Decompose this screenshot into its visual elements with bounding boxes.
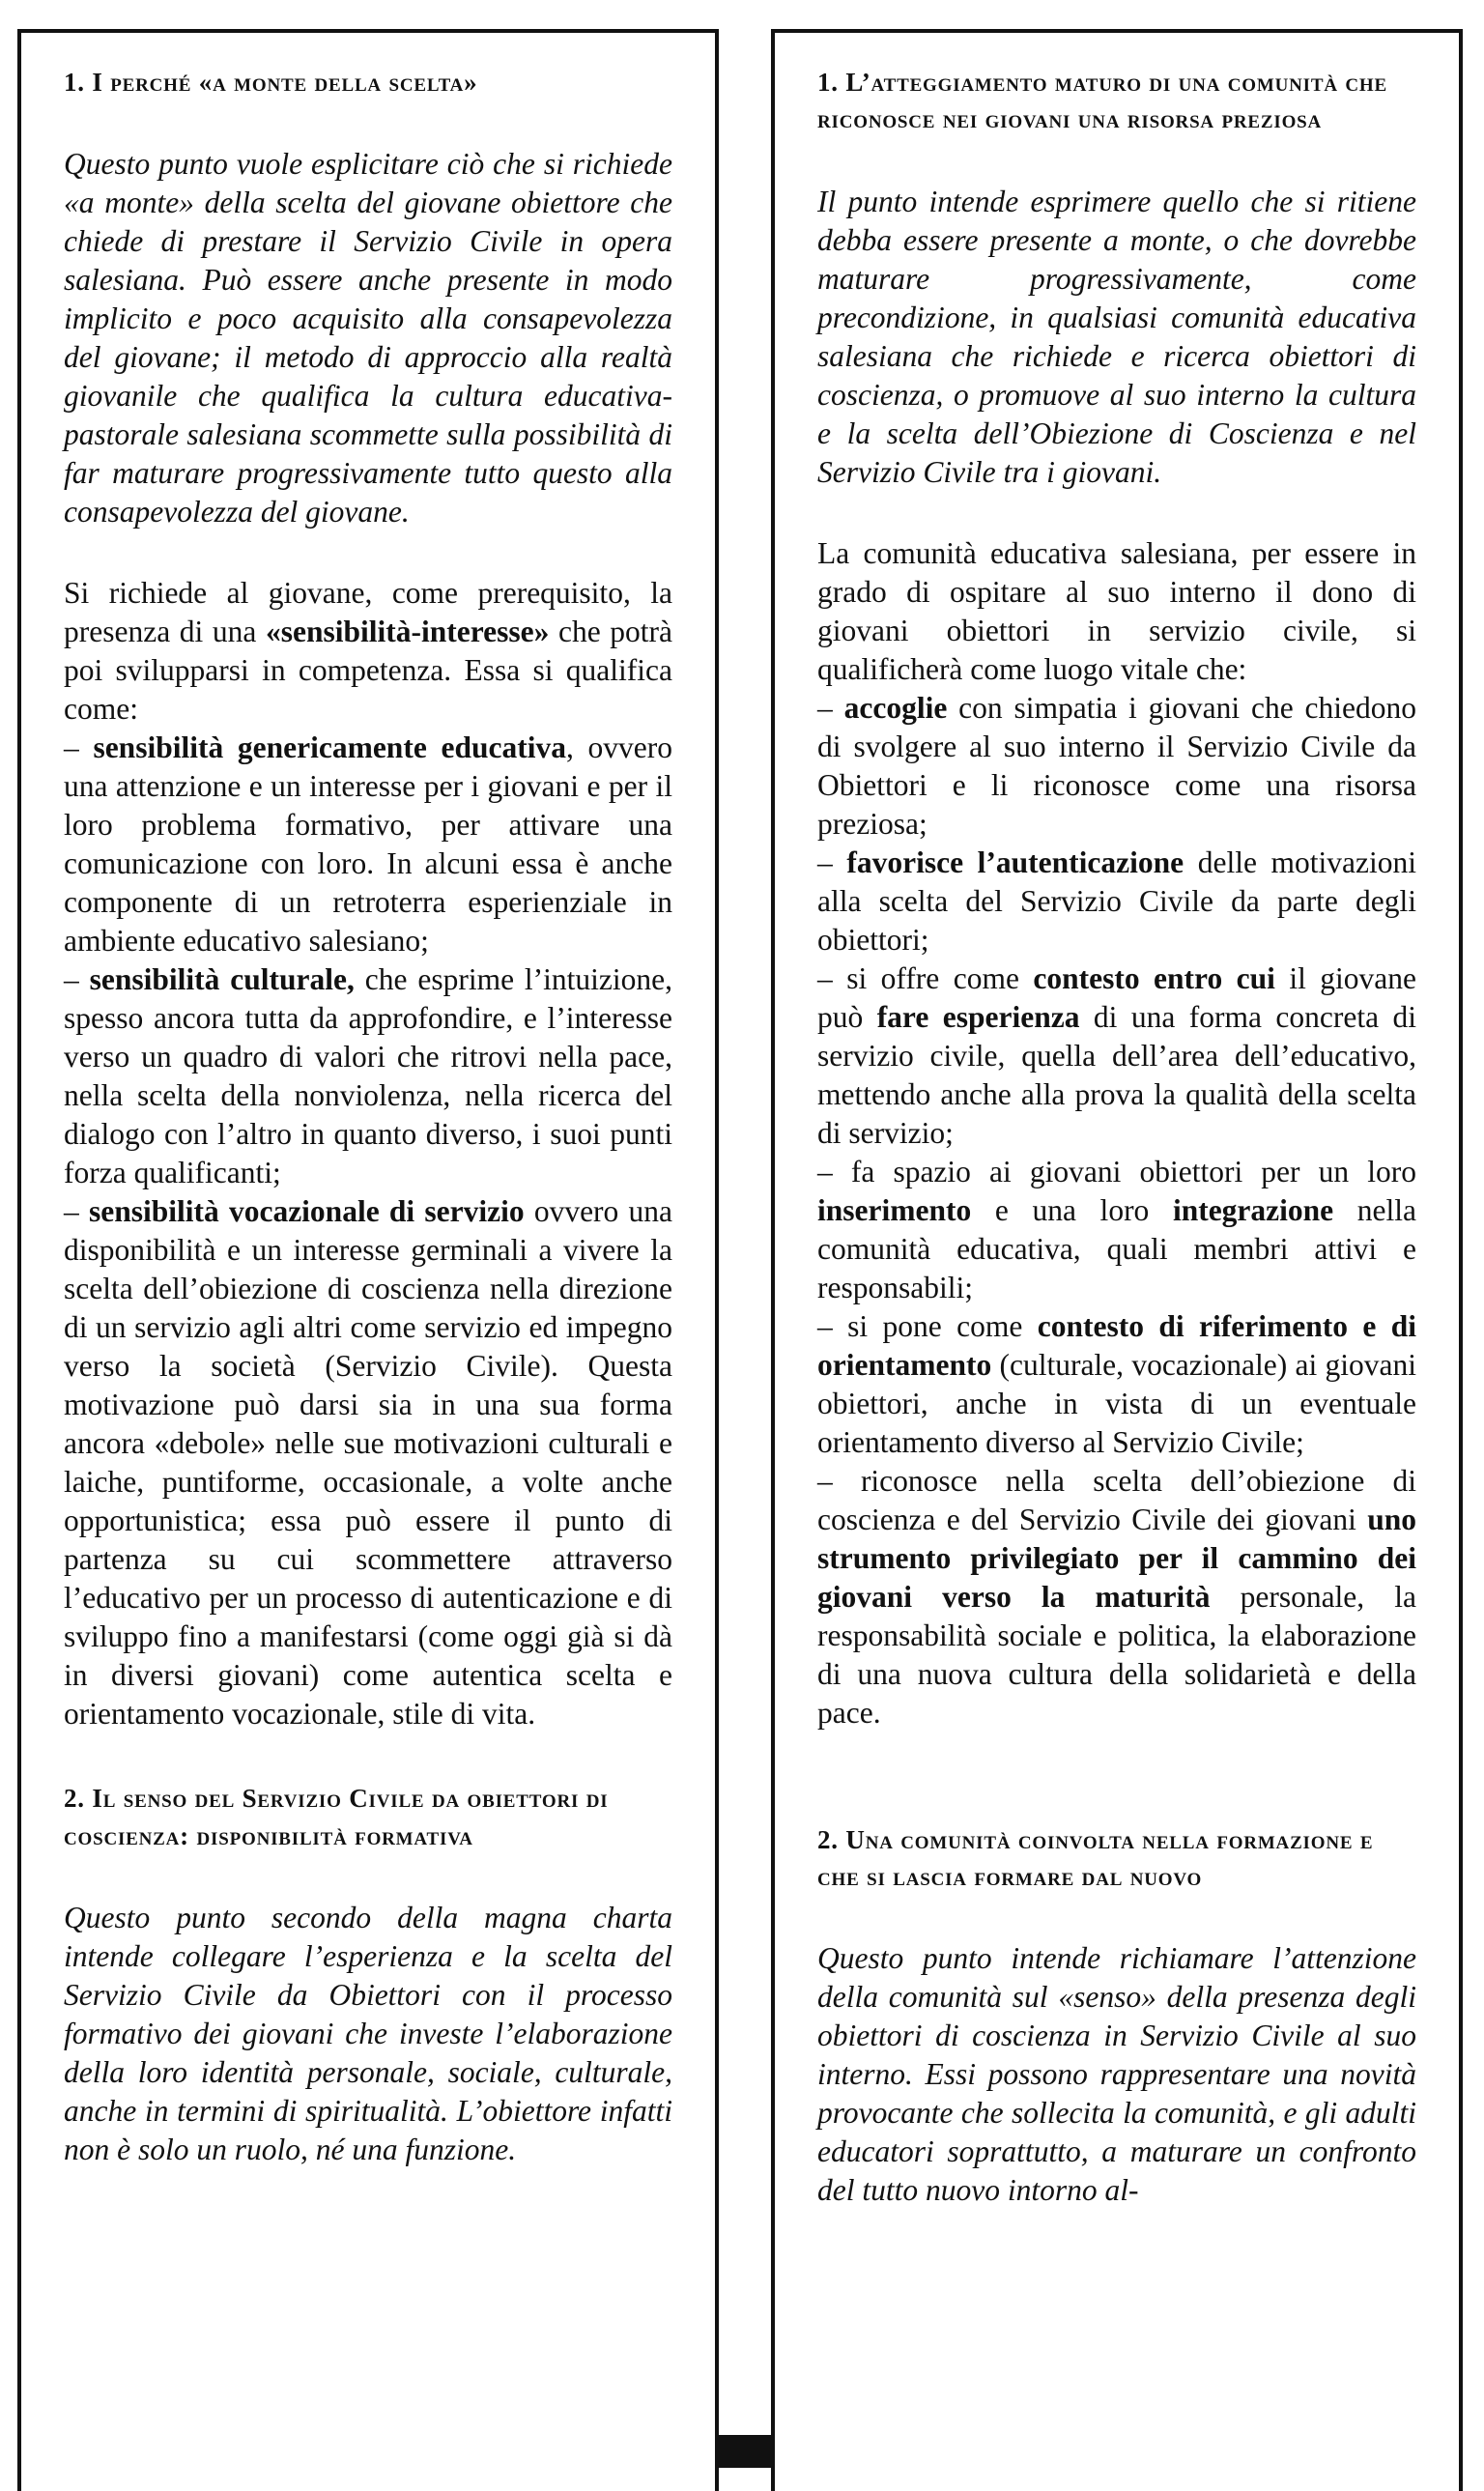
text: ovvero una disponibilità e un interesse germinali a vivere la scelta dell’obiezione di coscienza nella direzione di un servizio agli altri come servizio ed impegno verso la società (Servizio Civile). Questa motivazione può darsi sia in una sua forma ancora «debole» nelle sue motivazioni culturali e laiche, puntiforme, occasionale, a volte anche opportunistica; essa può essere il punto di partenza su cui scommettere attraverso l’educativo per un processo di autenticazione e di sviluppo fino a manifestarsi (come oggi già si dà in diversi giovani) come autentica scelta e orientamento vocazionale, stile di vita. — [64, 1194, 672, 1732]
bold-text: contesto di riferimento e di orientamento — [817, 1308, 1416, 1382]
section-heading: 1. I perché «a monte della scelta» — [64, 68, 478, 97]
bold-text: fare esperienza — [876, 999, 1080, 1034]
section-body — [817, 534, 1416, 1732]
list-item — [817, 689, 1416, 844]
paragraph: La comunità educativa salesiana, per essere in grado di ospitare al suo interno il dono di giovani obiettori in servizio civile, si qualificherà come luogo vitale che: — [817, 535, 1416, 686]
list-item — [64, 1192, 672, 1733]
text: il giovane può — [817, 960, 1417, 1034]
page-tab-marker — [719, 2435, 771, 2468]
bold-text: uno strumento privilegiato per il cammino dei giovani verso la maturità — [817, 1502, 1416, 1614]
text: – si offre come — [817, 960, 1034, 995]
section-intro: Questo punto intende richiamare l’attenzione della comunità sul «senso» della presenza degli obiettori di coscienza in Servizio Civile al suo interno. Essi possono rappresentare una novità provocante che sollecita la comunità, e gli adulti educatori soprattutto, a maturare un confronto del tutto nuovo intorno al- — [817, 1941, 1416, 2208]
text: , ovvero una attenzione e un interesse per i giovani e per il loro problema formativo, per attivare una comunicazione con loro. In alcuni essa è anche componente di un retroterra esperienziale in ambiente educativo salesiano; — [64, 730, 673, 959]
list-item — [64, 960, 672, 1192]
text: – fa spazio ai giovani obiettori per un loro — [817, 1154, 1416, 1188]
bold-text: favorisce l’autenticazione — [846, 845, 1184, 879]
section-intro: Questo punto vuole esplicitare ciò che si richiede «a monte» della scelta del giovane obiettore che chiede di prestare il Servizio Civile in opera salesiana. Può essere anche presente in modo implicito e poco acquisito alla consapevolezza del giovane; il metodo di approccio alla realtà giovanile che qualifica la cultura educativa-pastorale salesiana scommette sulla possibilità di far maturare progressivamente tutto questo alla consapevolezza del giovane. — [64, 147, 672, 530]
list-item — [817, 959, 1416, 1153]
text: di una forma concreta di servizio civile, quella dell’area dell’educativo, mettendo anche alla prova la qualità della scelta di servizio; — [817, 999, 1416, 1150]
bold-text: accoglie — [843, 690, 948, 725]
bold-text: sensibilità vocazionale di servizio — [88, 1194, 525, 1229]
text: – — [64, 1194, 89, 1229]
list-item — [817, 1462, 1416, 1732]
text: – — [64, 962, 90, 997]
text: con simpatia i giovani che chiedono di svolgere al suo interno il Servizio Civile da Obiettori e li riconosce come una risorsa preziosa; — [817, 690, 1417, 841]
section-heading: 2. Una comunità coinvolta nella formazione e che si lascia formare dal nuovo — [817, 1824, 1374, 1891]
list-item — [64, 729, 672, 960]
text: che esprime l’intuizione, spesso ancora tutta da approfondire, e l’interesse verso un quadro di valori che ritrovi nella pace, nella scelta della nonviolenza, nella ricerca del dialogo con l’altro in quanto diverso, i suoi punti forza qualificanti; — [64, 962, 673, 1190]
bold-text: «sensibilità-interesse» — [265, 615, 550, 649]
text: personale, la responsabilità sociale e politica, la elaborazione di una nuova cultura della solidarietà e della pace. — [817, 1579, 1416, 1730]
paragraph — [64, 574, 672, 729]
section-heading: 2. Il senso del Servizio Civile da obiettori di coscienza: disponibilità formativa — [64, 1784, 609, 1850]
text: e una loro — [971, 1192, 1173, 1227]
list-item — [817, 844, 1416, 959]
text: che potrà poi svilupparsi in competenza. Essa si qualifica come: — [64, 615, 673, 727]
text: – — [64, 730, 94, 765]
section-intro: Il punto intende esprimere quello che si ritiene debba essere presente a monte, o che dovrebbe maturare progressivamente, come precondizione, in qualsiasi comunità educativa salesiana che richiede e ricerca obiettori di coscienza, o promuove al suo interno la cultura e la scelta dell’Obiezione di Coscienza e nel Servizio Civile tra i giovani. — [817, 184, 1416, 489]
bold-text: sensibilità genericamente educativa — [93, 730, 566, 765]
bold-text: inserimento — [817, 1192, 972, 1227]
text: – riconosce nella scelta dell’obiezione di coscienza e del Servizio Civile dei giovani — [817, 1463, 1416, 1536]
bold-text: sensibilità culturale, — [89, 962, 355, 997]
section-intro: Questo punto secondo della magna charta intende collegare l’esperienza e la scelta del Servizio Civile da Obiettori con il processo formativo dei giovani che investe l’elaborazione della loro identità personale, sociale, culturale, anche in termini di spiritualità. L’obiettore infatti non è solo un ruolo, né una funzione. — [64, 1900, 672, 2166]
section-heading: 1. L’atteggiamento maturo di una comunità che riconosce nei giovani una risorsa preziosa — [817, 68, 1387, 134]
bold-text: integrazione — [1172, 1192, 1334, 1227]
list-item — [817, 1307, 1416, 1462]
bold-text: contesto entro cui — [1033, 960, 1275, 995]
text: (culturale, vocazionale) ai giovani obiettori, anche in vista di un eventuale orientamento diverso al Servizio Civile; — [817, 1347, 1416, 1459]
text: Si richiede al giovane, come prerequisito, la presenza di una — [64, 576, 672, 649]
text: – si pone come — [817, 1308, 1038, 1343]
text: – — [817, 845, 847, 879]
section-body — [64, 574, 672, 1733]
text: nella comunità educativa, quali membri attivi e responsabili; — [817, 1192, 1416, 1304]
right-column — [771, 29, 1463, 2491]
text: delle motivazioni alla scelta del Servizio Civile da parte degli obiettori; — [817, 845, 1417, 957]
left-column — [17, 29, 719, 2491]
list-item — [817, 1153, 1416, 1307]
text: – — [817, 690, 844, 725]
